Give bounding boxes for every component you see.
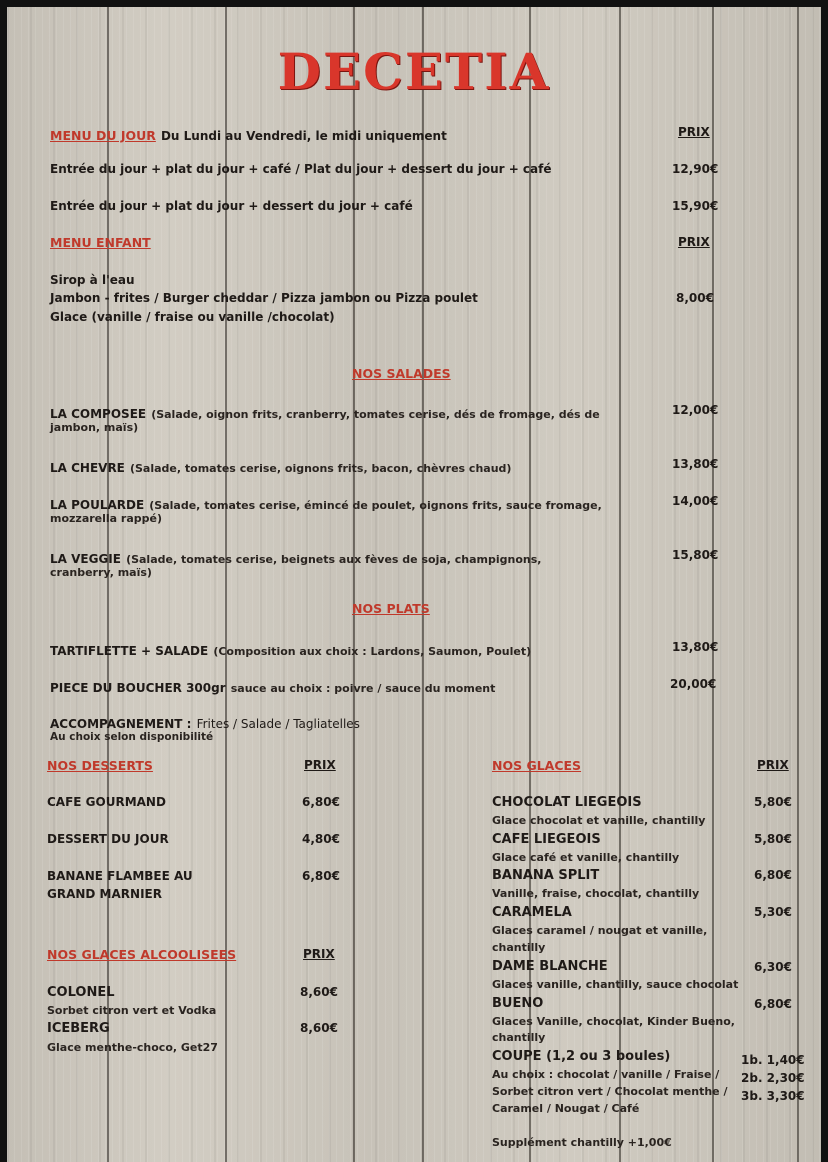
salade-price: 12,00€	[672, 403, 719, 417]
glace-price: 5,80€	[754, 832, 792, 846]
glace-alcool-name: COLONEL	[47, 985, 115, 1000]
dessert-name: BANANE FLAMBEE AU	[47, 869, 193, 883]
salade-price: 14,00€	[672, 494, 719, 508]
glace-desc: Glaces caramel / nougat et vanille,	[492, 924, 708, 937]
salades-heading: NOS SALADES	[352, 366, 451, 381]
accompagnement-note: Au choix selon disponibilité	[50, 731, 214, 743]
salade-price: 13,80€	[672, 457, 719, 471]
restaurant-name: DECETIA	[277, 42, 551, 101]
glaces-alcoolisees-price-header: PRIX	[303, 947, 335, 961]
coupe-line: Au choix : chocolat / vanille / Fraise /	[492, 1068, 720, 1081]
salade-desc: (Salade, tomates cerise, beignets aux fèves de soja, champignons,	[126, 553, 542, 566]
salade-name: LA VEGGIE	[50, 552, 121, 566]
glace-price: 6,80€	[754, 997, 792, 1011]
menu-jour-item-price: 12,90€	[672, 162, 719, 176]
salade-name: LA COMPOSEE	[50, 407, 147, 421]
salade-item	[50, 548, 541, 567]
coupe-line: Caramel / Nougat / Café	[492, 1102, 640, 1115]
dessert-name-line2: GRAND MARNIER	[47, 887, 162, 901]
plat-name: PIECE DU BOUCHER 300gr	[50, 681, 226, 695]
salade-desc: (Salade, tomates cerise, oignons frits, bacon, chèvres chaud)	[129, 462, 512, 475]
salade-desc-line2: cranberry, maïs)	[50, 566, 152, 579]
salade-desc: (Salade, tomates cerise, émincé de poulet, oignons frits, sauce fromage,	[149, 499, 602, 512]
menu-jour-header	[50, 125, 447, 144]
glaces-alcoolisees-heading: NOS GLACES ALCOOLISEES	[47, 947, 237, 962]
glace-price: 6,80€	[754, 868, 792, 882]
salade-name: LA CHEVRE	[50, 461, 125, 475]
glaces-heading: NOS GLACES	[492, 758, 582, 773]
menu-jour-heading: MENU DU JOUR	[50, 128, 156, 143]
plat-price: 20,00€	[670, 677, 717, 691]
glace-name: BANANA SPLIT	[492, 868, 600, 883]
menu-enfant-price-header: PRIX	[678, 235, 710, 249]
plat-item	[50, 677, 495, 696]
salade-item	[50, 403, 600, 422]
glace-desc-line2: chantilly	[492, 1031, 546, 1044]
glace-name: BUENO	[492, 996, 544, 1011]
plat-price: 13,80€	[672, 640, 719, 654]
plat-desc: sauce au choix : poivre / sauce du moment	[230, 682, 496, 695]
dessert-name: DESSERT DU JOUR	[47, 832, 169, 846]
menu-enfant-heading: MENU ENFANT	[50, 235, 151, 250]
plat-desc: (Composition aux choix : Lardons, Saumon, Poulet)	[213, 645, 532, 658]
glace-desc: Glaces Vanille, chocolat, Kinder Bueno,	[492, 1015, 735, 1028]
glace-name: CHOCOLAT LIEGEOIS	[492, 795, 642, 810]
menu-jour-subheading: Du Lundi au Vendredi, le midi uniquement	[160, 129, 447, 143]
coupe-price: 1b. 1,40€	[741, 1053, 805, 1067]
glace-desc-line2: chantilly	[492, 941, 546, 954]
coupe-name: COUPE (1,2 ou 3 boules)	[492, 1049, 671, 1064]
accompagnement	[50, 713, 360, 732]
dessert-name: CAFE GOURMAND	[47, 795, 166, 809]
dessert-price: 6,80€	[302, 795, 340, 809]
glace-alcool-price: 8,60€	[300, 1021, 338, 1035]
glace-alcool-price: 8,60€	[300, 985, 338, 999]
desserts-price-header: PRIX	[304, 758, 336, 772]
plat-item	[50, 640, 531, 659]
salade-desc: (Salade, oignon frits, cranberry, tomates cerise, dés de fromage, dés de	[151, 408, 600, 421]
coupe-line: Sorbet citron vert / Chocolat menthe /	[492, 1085, 728, 1098]
glace-name: CAFE LIEGEOIS	[492, 832, 601, 847]
salade-desc-line2: mozzarella rappé)	[50, 512, 163, 525]
glace-desc: Glace chocolat et vanille, chantilly	[492, 814, 706, 827]
accompagnement-value: Frites / Salade / Tagliatelles	[196, 717, 360, 731]
wood-plank-line	[797, 7, 799, 1162]
glace-desc: Vanille, fraise, chocolat, chantilly	[492, 887, 700, 900]
menu-enfant-line: Jambon - frites / Burger cheddar / Pizza jambon ou Pizza poulet	[50, 291, 478, 305]
glace-alcool-desc: Sorbet citron vert et Vodka	[47, 1004, 217, 1017]
glace-price: 5,30€	[754, 905, 792, 919]
desserts-heading: NOS DESSERTS	[47, 758, 153, 773]
glace-desc: Glace café et vanille, chantilly	[492, 851, 680, 864]
salade-desc-line2: jambon, maïs)	[50, 421, 139, 434]
menu-jour-item-price: 15,90€	[672, 199, 719, 213]
menu-enfant-line: Glace (vanille / fraise ou vanille /chocolat)	[50, 310, 335, 324]
dessert-price: 4,80€	[302, 832, 340, 846]
glace-alcool-desc: Glace menthe-choco, Get27	[47, 1041, 218, 1054]
glaces-price-header: PRIX	[757, 758, 789, 772]
menu-jour-item-label: Entrée du jour + plat du jour + café / Plat du jour + dessert du jour + café	[50, 162, 552, 176]
glace-price: 6,30€	[754, 960, 792, 974]
dessert-price: 6,80€	[302, 869, 340, 883]
menu-enfant-line: Sirop à l'eau	[50, 273, 135, 287]
plats-heading: NOS PLATS	[352, 601, 430, 616]
plat-name: TARTIFLETTE + SALADE	[50, 644, 209, 658]
wood-plank-line	[225, 7, 227, 1162]
wood-plank-line	[422, 7, 424, 1162]
salade-name: LA POULARDE	[50, 498, 145, 512]
glace-desc: Glaces vanille, chantilly, sauce chocolat	[492, 978, 739, 991]
salade-price: 15,80€	[672, 548, 719, 562]
wood-plank-line	[353, 7, 355, 1162]
coupe-price: 2b. 2,30€	[741, 1071, 805, 1085]
salade-item	[50, 457, 511, 476]
menu-jour-item-label: Entrée du jour + plat du jour + dessert du jour + café	[50, 199, 413, 213]
coupe-price: 3b. 3,30€	[741, 1089, 805, 1103]
supplement-chantilly: Supplément chantilly +1,00€	[492, 1136, 672, 1149]
salade-item	[50, 494, 602, 513]
glace-name: DAME BLANCHE	[492, 959, 608, 974]
glace-alcool-name: ICEBERG	[47, 1021, 110, 1036]
glace-name: CARAMELA	[492, 905, 572, 920]
glace-price: 5,80€	[754, 795, 792, 809]
menu-enfant-price: 8,00€	[676, 291, 714, 305]
accompagnement-label: ACCOMPAGNEMENT :	[50, 717, 192, 731]
menu-jour-price-header: PRIX	[678, 125, 710, 139]
